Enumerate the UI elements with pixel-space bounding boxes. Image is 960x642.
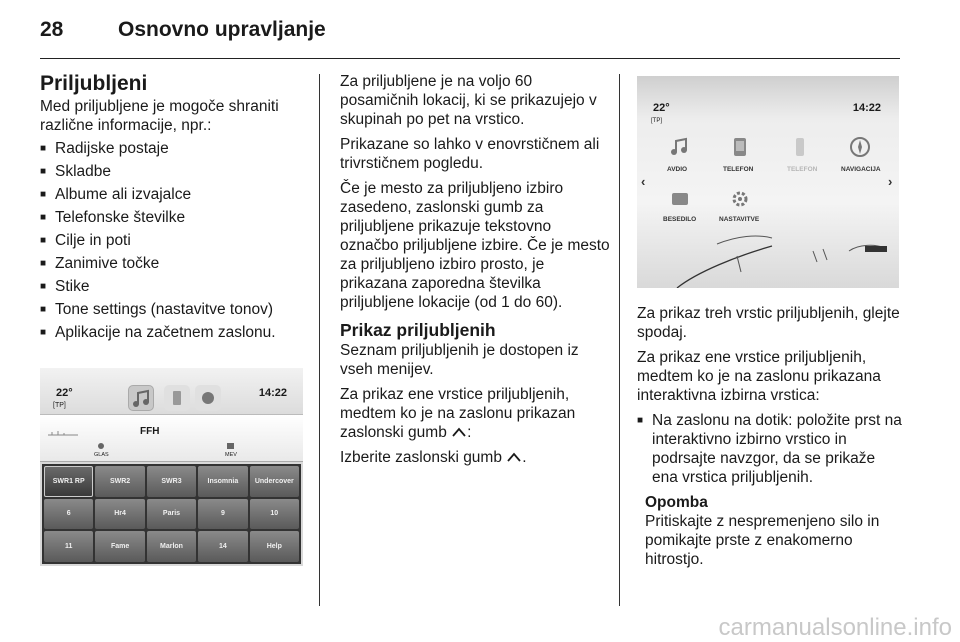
signal-icon: [48, 429, 78, 437]
paragraph-text: Izberite zaslonski gumb: [340, 449, 502, 466]
note-title: Opomba: [645, 494, 708, 511]
note-text: Pritiskajte z nespremenjeno silo in pomikajte prste z enakomerno hitrostjo.: [645, 513, 880, 568]
chevron-right-icon[interactable]: ›: [888, 174, 893, 189]
favourite-button[interactable]: Hr4: [95, 499, 144, 530]
tp-indicator: [TP]: [651, 118, 663, 124]
info-icon: [195, 385, 221, 411]
intro-paragraph: Med priljubljene je mogoče shraniti različne informacije, npr.:: [40, 98, 279, 134]
column-divider-1: [319, 74, 320, 606]
page-header: [40, 18, 900, 58]
favourite-button[interactable]: 6: [44, 499, 93, 530]
paragraph: [340, 385, 610, 442]
favourite-button[interactable]: SWR1 RP: [44, 466, 93, 497]
header-rule: [40, 58, 900, 59]
app-label-audio: AVDIO: [667, 166, 688, 173]
menu-label: MEV: [225, 452, 237, 458]
app-label-settings: NASTAVITVE: [719, 216, 760, 223]
paragraph: Za prikaz treh vrstic priljubljenih, glejte spodaj.: [637, 305, 900, 341]
list-item: ■ Zanimive točke: [40, 254, 308, 273]
chevron-up-icon: [451, 426, 467, 438]
list-item: ■ Tone settings (nastavitve tonov): [40, 300, 308, 319]
paragraph-text: .: [522, 449, 527, 466]
list-item: ■ Aplikacije na začetnem zaslonu.: [40, 323, 308, 342]
phone-icon: [164, 385, 190, 411]
list-item: ■ Skladbe: [40, 162, 308, 181]
voice-label: GLAS: [94, 452, 109, 458]
clock: 14:22: [258, 387, 287, 399]
paragraph: Prikazane so lahko v enovrstičnem ali trivrstičnem pogledu.: [340, 136, 600, 172]
favourite-button[interactable]: 10: [250, 499, 299, 530]
station-display: [40, 414, 303, 462]
column-2: [340, 72, 610, 473]
column-1: [40, 72, 308, 346]
favourites-grid: [42, 464, 301, 564]
favourite-button[interactable]: Undercover: [250, 466, 299, 497]
chevron-left-icon[interactable]: ‹: [641, 174, 646, 189]
chevron-up-icon: [506, 451, 522, 463]
clock: 14:22: [852, 102, 881, 114]
page-number: 28: [40, 18, 64, 41]
list-item: ■ Na zaslonu na dotik: položite prst na interaktivno izbirno vrstico in podrsajte navzgor, da se prikaže ena vrstica priljubljenih.: [637, 411, 903, 487]
app-label-phone-disabled: TELEFON: [787, 166, 818, 173]
temperature: 22°: [653, 102, 670, 114]
watermark: carmanualsonline.info: [718, 614, 952, 641]
column-divider-2: [619, 74, 620, 606]
column-3: [637, 304, 903, 569]
music-icon: [128, 385, 154, 411]
instruction-list: [637, 411, 903, 487]
list-item: ■ Albume ali izvajalce: [40, 185, 308, 204]
list-item: ■ Telefonske številke: [40, 208, 308, 227]
paragraph-text: :: [467, 424, 472, 441]
voice-icon: [97, 441, 107, 451]
paragraph: Če je mesto za priljubljeno izbiro zasedeno, zaslonski gumb za priljubljene prikazuje tekstovno označbo priljubljene izbire. Če je mesto za priljubljeno izbiro prosto, je prikazana zaporedna številka priljubljene lokacije (od 1 do 60).: [340, 180, 610, 311]
favourite-button[interactable]: SWR2: [95, 466, 144, 497]
running-title: Osnovno upravljanje: [118, 18, 326, 41]
favourite-button[interactable]: 11: [44, 531, 93, 562]
paragraph: [340, 448, 610, 467]
favourite-button[interactable]: SWR3: [147, 466, 196, 497]
app-label-text: BESEDILO: [663, 216, 697, 223]
list-item: ■ Cilje in poti: [40, 231, 308, 250]
favourite-button[interactable]: 14: [198, 531, 247, 562]
list-item: ■ Stike: [40, 277, 308, 296]
app-label-navigation: NAVIGACIJA: [841, 166, 881, 173]
paragraph-text: Za prikaz ene vrstice priljubljenih, medtem ko je na zaslonu prikazan zaslonski gumb: [340, 386, 576, 441]
menu-icon: [226, 441, 236, 451]
section-heading: Priljubljeni: [40, 72, 148, 95]
subsection-heading: Prikaz priljubljenih: [340, 320, 496, 340]
favourite-button[interactable]: Insomnia: [198, 466, 247, 497]
paragraph: Za priljubljene je na voljo 60 posamičnih lokacij, ki se prikazujejo v skupinah po pet na vrstico.: [340, 73, 597, 128]
tp-indicator: [TP]: [53, 402, 66, 409]
favourite-button[interactable]: Help: [250, 531, 299, 562]
app-label-phone: TELEFON: [723, 166, 754, 173]
temperature: 22°: [56, 387, 73, 399]
paragraph: Za prikaz ene vrstice priljubljenih, medtem ko je na zaslonu prikazana interaktivna izbirna vrstica:: [637, 349, 881, 404]
swipe-gesture-illustration: [637, 76, 899, 288]
favourite-button[interactable]: 9: [198, 499, 247, 530]
radio-favourites-screenshot: [40, 368, 303, 566]
favourite-button[interactable]: Fame: [95, 531, 144, 562]
paragraph: Seznam priljubljenih je dostopen iz vseh menijev.: [340, 342, 579, 378]
favourites-list: [40, 139, 308, 342]
favourite-button[interactable]: Marlon: [147, 531, 196, 562]
list-item: ■ Radijske postaje: [40, 139, 308, 158]
status-bar: [40, 368, 303, 414]
home-screen-screenshot: [637, 76, 899, 288]
favourite-button[interactable]: Paris: [147, 499, 196, 530]
station-name: FFH: [140, 426, 160, 437]
